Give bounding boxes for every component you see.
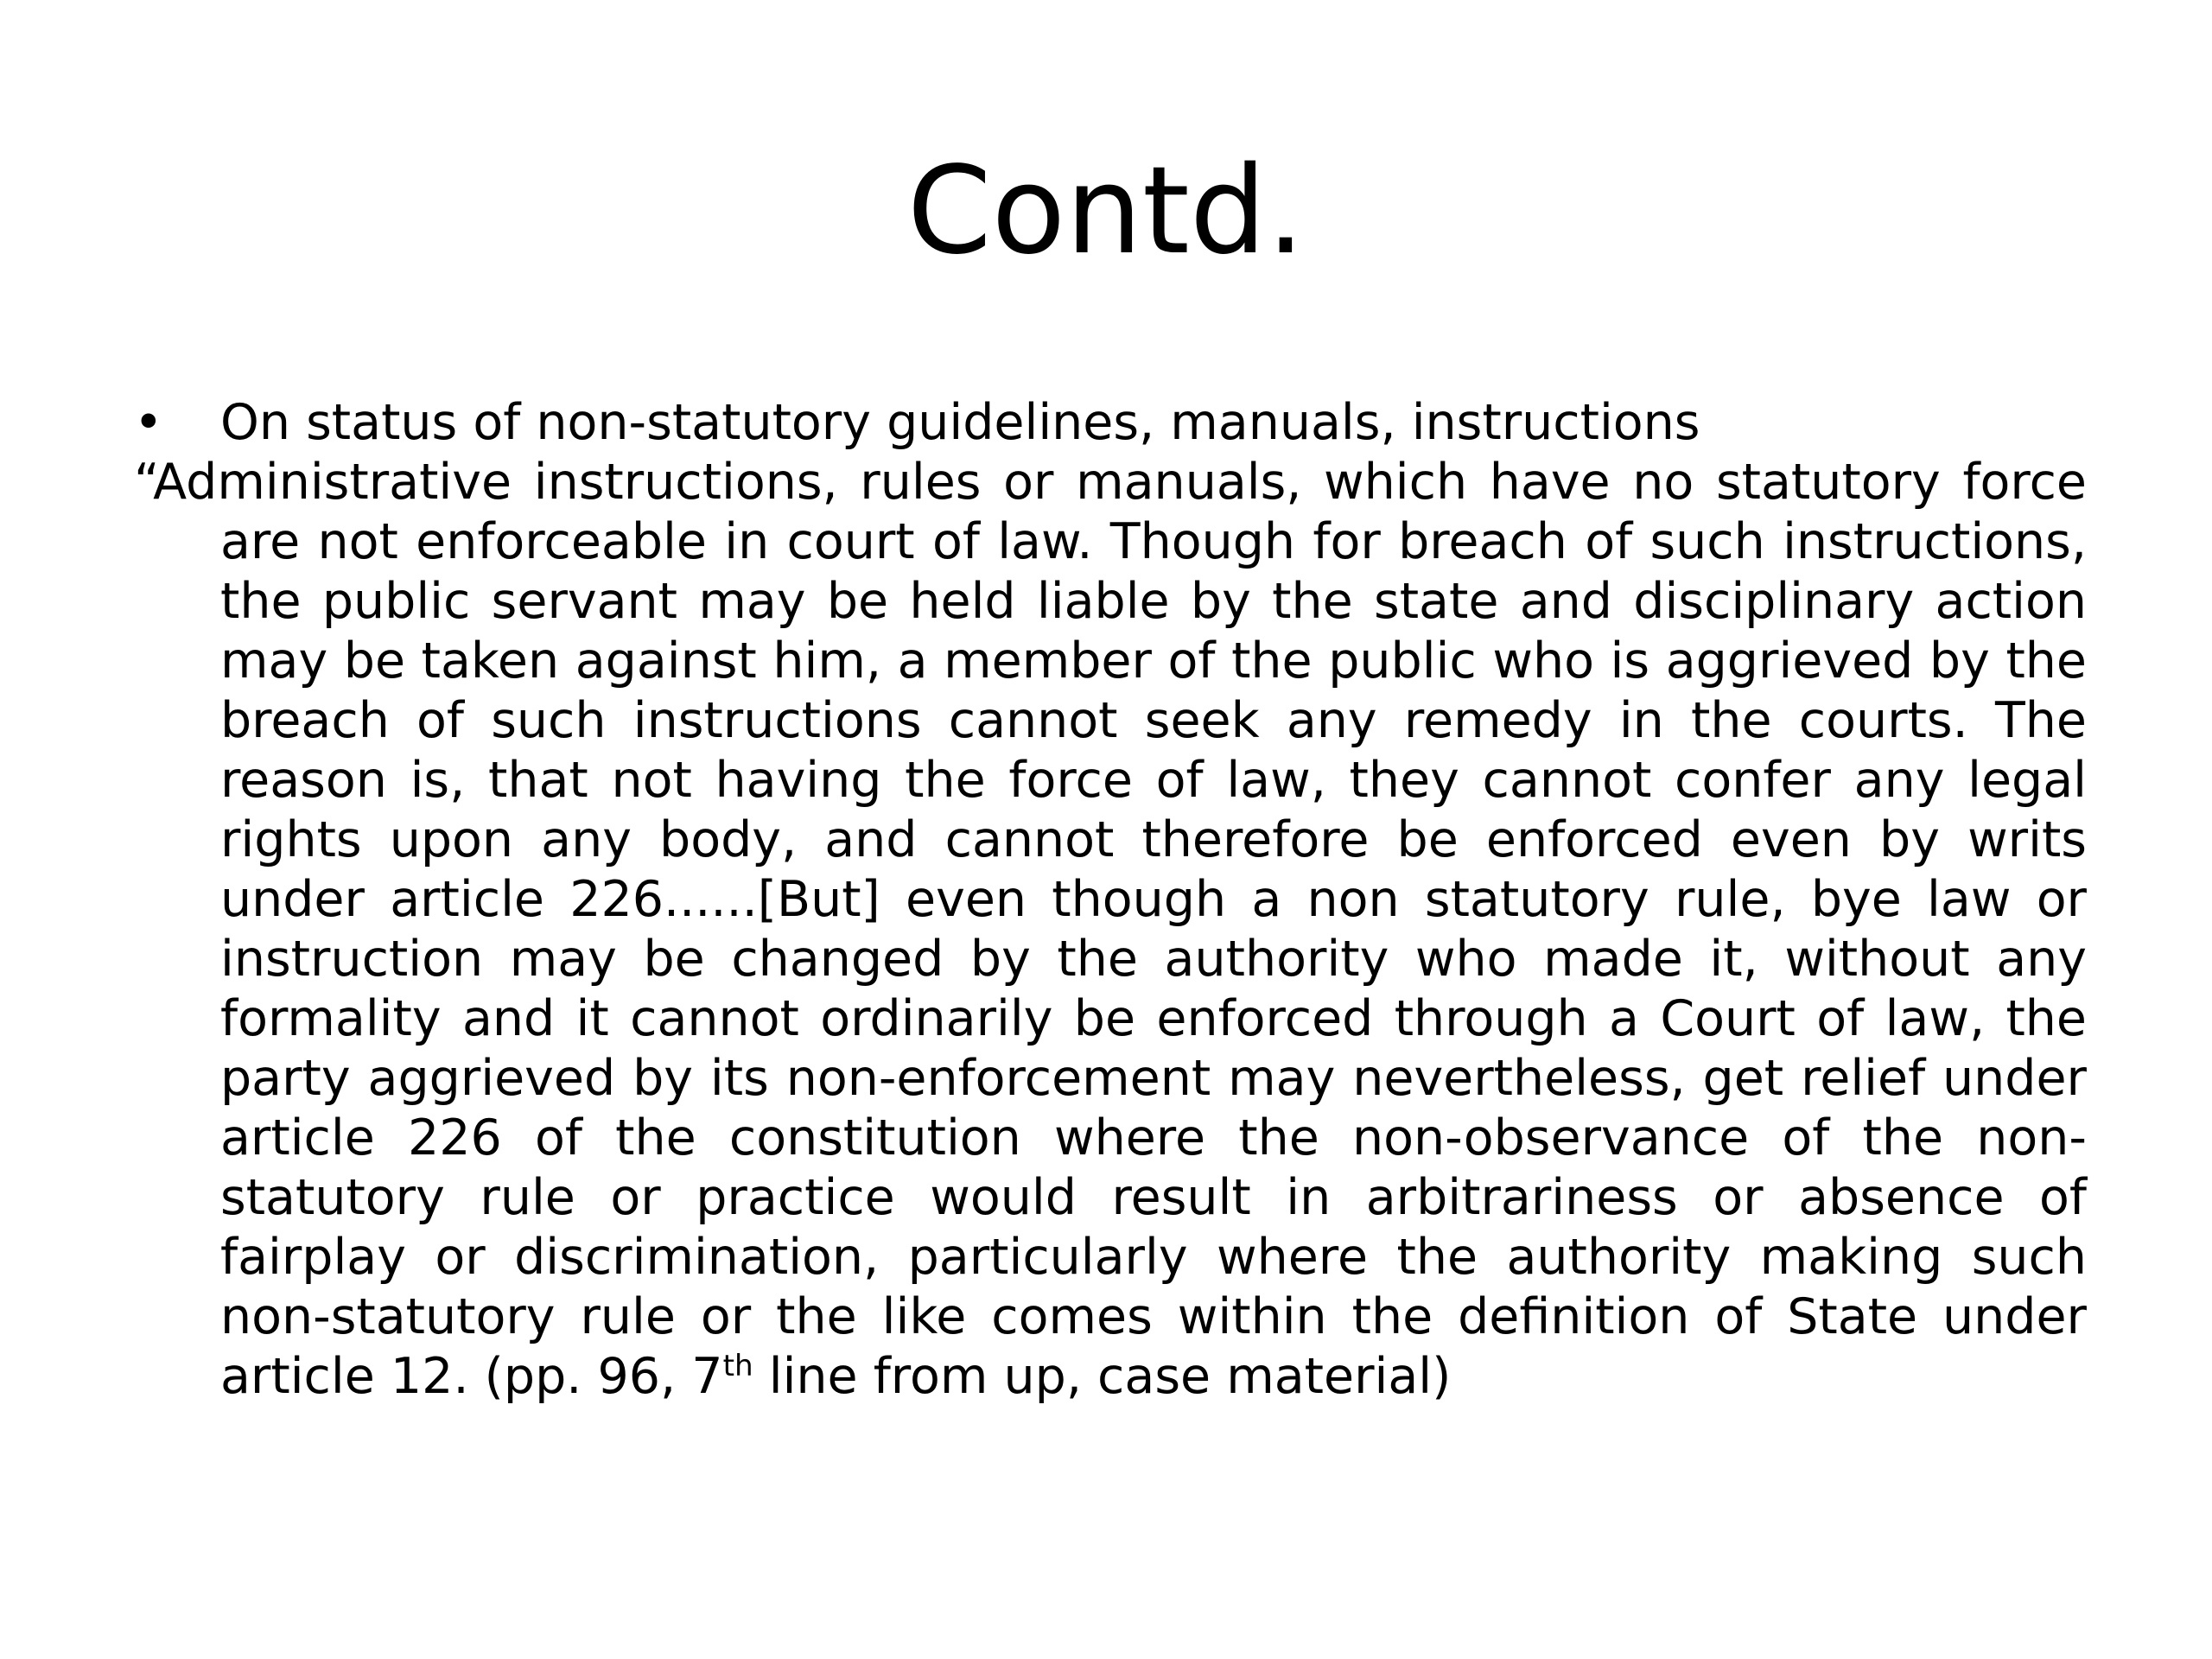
quote-tail: line from up, case material)	[753, 1348, 1452, 1405]
bullet-item	[134, 393, 2087, 453]
bullet-text: On status of non-statutory guidelines, manuals, instructions	[220, 394, 1700, 451]
quote-body: “Administrative instructions, rules or manuals, which have no statutory force are not enforceable in court of law. Though for breach of such instructions, the public servant may be held liable by the state and disciplinary action may be taken against him, a member of the public who is aggrieved by the breach of such instructions cannot seek any remedy in the courts. The reason is, that not having the force of law, they cannot confer any legal rights upon any body, and cannot therefore be enforced even by writs under article 226......[But] even though a non statutory rule, bye law or instruction may be changed by the authority who made it, without any formality and it cannot ordinarily be enforced through a Court of law, the party aggrieved by its non-enforcement may nevertheless, get relief under article 226 of the constitution where the non-observance of the non-statutory rule or practice would result in arbitrariness or absence of fairplay or discrimination, particularly where the authority making such non-statutory rule or the like comes within the definition of State under article 12. (pp. 96, 7	[134, 454, 2087, 1405]
quote-paragraph	[134, 453, 2087, 1407]
slide-title: Contd.	[906, 141, 1306, 282]
quote-superscript: th	[722, 1349, 753, 1383]
bullet-marker: •	[134, 394, 163, 451]
slide-content	[134, 393, 2087, 1407]
